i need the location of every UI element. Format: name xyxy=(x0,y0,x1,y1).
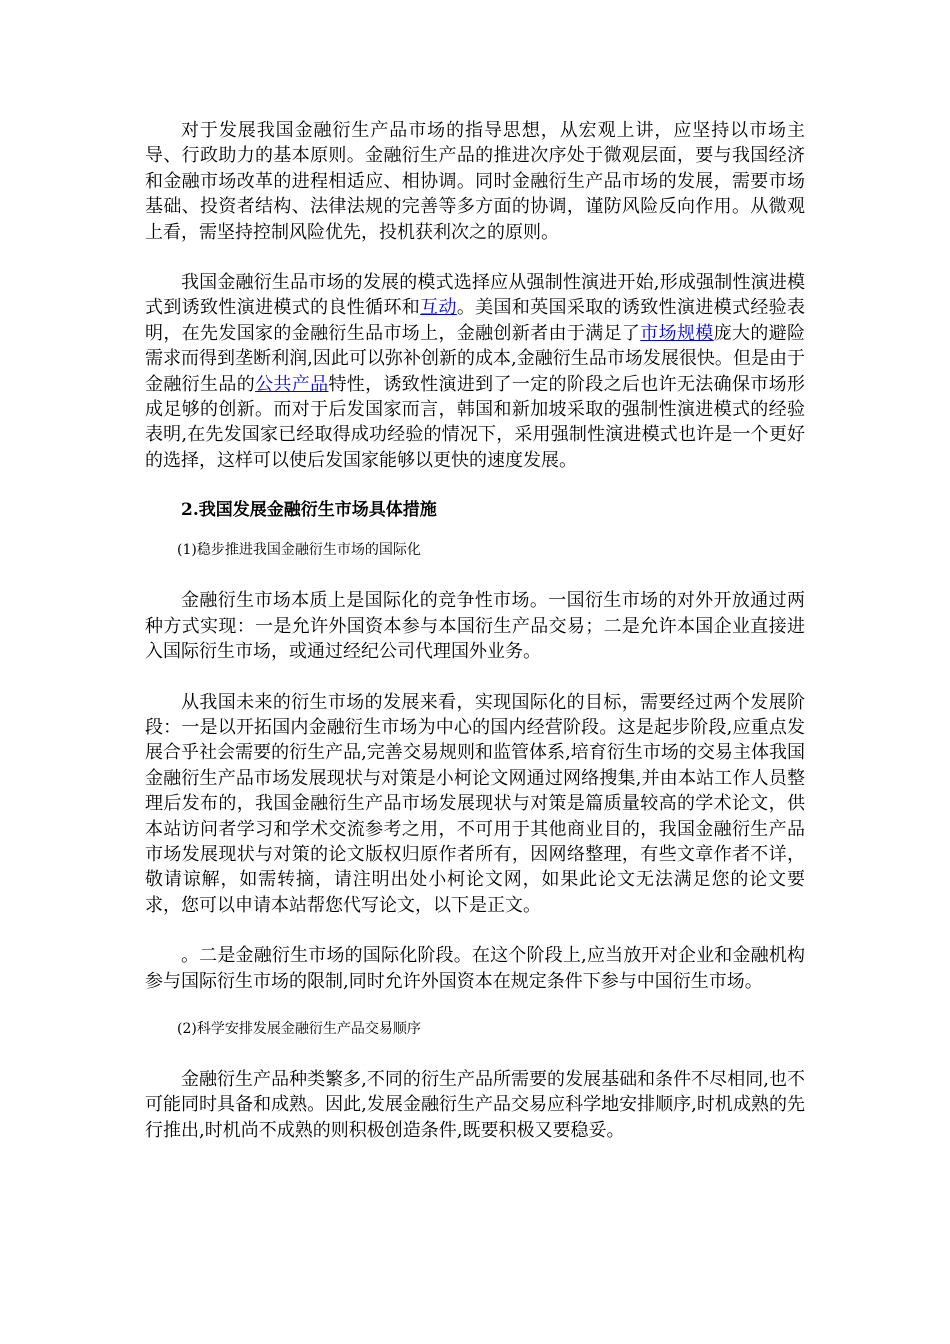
paragraph-text: 庞大的避险需求而得到垄断利润,因此可以弥补创新的成本,金融衍生品市场发展很快。但是由于金融衍生品的 xyxy=(145,322,806,395)
paragraph-development-stages: 从我国未来的衍生市场的发展来看，实现国际化的目标，需要经过两个发展阶段：一是以开拓国内金融衍生市场为中心的国内经营阶段。这是起步阶段,应重点发展合乎社会需要的衍生产品,完善交易规则和监管体系,培育衍生市场的交易主体我国金融衍生产品市场发展现状与对策是小柯论文网通过网络搜集,并由本站工作人员整理后发布的，我国金融衍生产品市场发展现状与对策是篇质量较高的学术论文，供本站访问者学习和学术交流参考之用，不可用于其他商业目的，我国金融衍生产品市场发展现状与对策的论文版权归原作者所有，因网络整理，有些文章作者不详，敬请谅解，如需转摘，请注明出处小柯论文网，如果此论文无法满足您的论文要求，您可以申请本站帮您代写论文，以下是正文。 xyxy=(145,691,805,916)
paragraph-product-sequence: 金融衍生产品种类繁多,不同的衍生产品所需要的发展基础和条件不尽相同,也不可能同时具备和成熟。因此,发展金融衍生产品交易应科学地安排顺序,时机成熟的先行推出,时机尚不成熟的则积极创造条件,既要积极又要稳妥。 xyxy=(145,1068,805,1141)
paragraph-development-model xyxy=(145,270,805,473)
paragraph-text: 。美国和英国采取的诱致性演进模式经验表明，在先发国家的金融衍生品市场上，金融创新者由于满足了 xyxy=(145,297,806,344)
link-interaction[interactable]: 互动 xyxy=(420,297,457,319)
link-public-goods[interactable]: 公共产品 xyxy=(255,373,329,395)
section-heading: 2.我国发展金融衍生市场具体措施 xyxy=(181,500,437,521)
paragraph-guiding-principles: 对于发展我国金融衍生产品市场的指导思想，从宏观上讲，应坚持以市场主导、行政助力的基本原则。金融衍生产品的推进次序处于微观层面，要与我国经济和金融市场改革的进程相适应、相协调。同时金融衍生产品市场的发展，需要市场基础、投资者结构、法律法规的完善等多方面的协调，谨防风险反向作用。从微观上看，需坚持控制风险优先，投机获利次之的原则。 xyxy=(145,120,805,243)
paragraph-international-market: 金融衍生市场本质上是国际化的竞争性市场。一国衍生市场的对外开放通过两种方式实现：一是允许外国资本参与本国衍生产品交易；二是允许本国企业直接进入国际衍生市场，或通过经纪公司代理国外业务。 xyxy=(145,590,805,663)
document-body xyxy=(145,118,805,1168)
subsection-heading-internationalization: (1)稳步推进我国金融衍生市场的国际化 xyxy=(177,542,421,559)
paragraph-text: 我国金融衍生品市场的发展的模式选择应从强制性演进开始,形成强制性演进模式到诱致性演进模式的良性循环和 xyxy=(145,272,805,319)
paragraph-text: 特性，诱致性演进到了一定的阶段之后也许无法确保市场形成足够的创新。而对于后发国家而言，韩国和新加坡采取的强制性演进模式的经验表明,在先发国家已经取得成功经验的情况下，采用强制性演进模式也许是一个更好的选择，这样可以使后发国家能够以更快的速度发展。 xyxy=(145,373,806,471)
link-market-scale[interactable]: 市场规模 xyxy=(640,322,714,344)
paragraph-second-stage: 。二是金融衍生市场的国际化阶段。在这个阶段上,应当放开对企业和金融机构参与国际衍生市场的限制,同时允许外国资本在规定条件下参与中国衍生市场。 xyxy=(145,945,805,992)
subsection-heading-product-order: (2)科学安排发展金融衍生产品交易顺序 xyxy=(177,1020,421,1037)
